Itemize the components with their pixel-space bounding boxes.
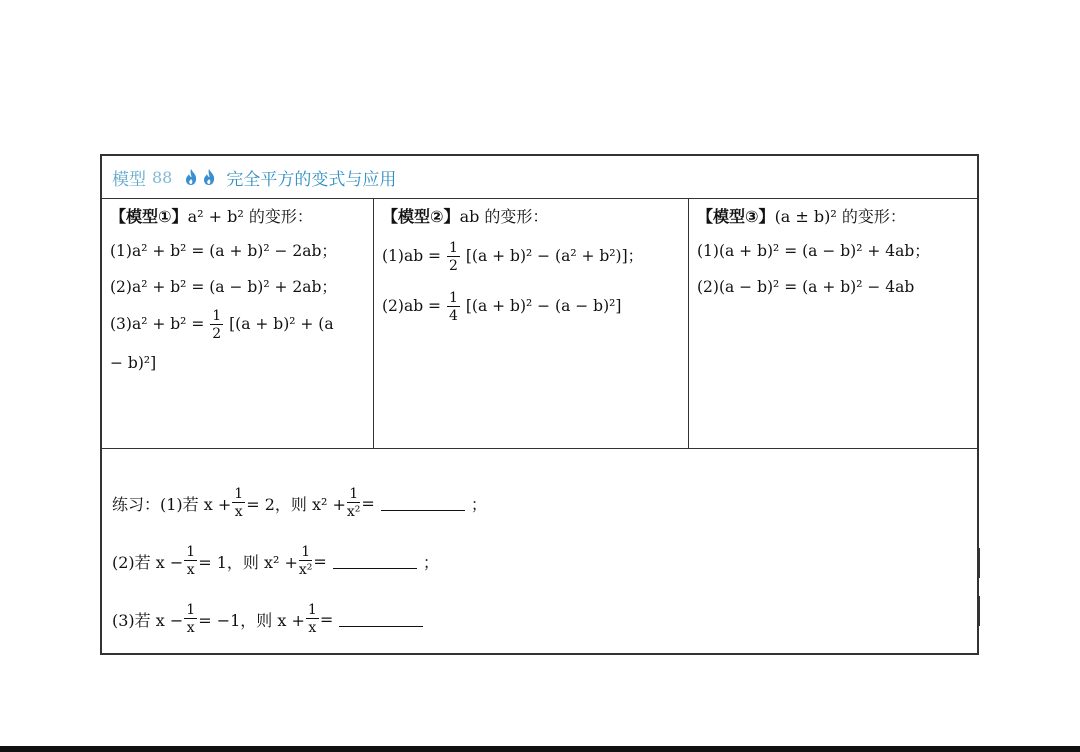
model-3-tag: 【模型③】 [697,207,775,226]
fraction [210,309,223,341]
fraction-denominator: x [234,504,243,520]
edge-mark [977,596,980,626]
fraction-numerator: 1 [347,487,361,503]
model-2-title: ab 的变形： [459,207,549,226]
model-1-heading [110,204,367,227]
model-1-column [102,198,374,448]
fraction [232,487,245,519]
bottom-bar [0,746,1080,752]
fraction-denominator: x [308,620,317,636]
formula-line: (2)a² + b² = (a − b)² + 2ab； [110,278,337,296]
answer-blank[interactable] [333,554,417,569]
formula-part: (2)ab = [382,297,442,315]
model-card [100,154,979,655]
model-2-heading [382,204,682,227]
fraction-denominator: 2 [212,326,222,342]
question-text: = 1，则 x² + [198,552,298,572]
fraction-denominator: 4 [448,308,458,324]
formula-line [382,241,682,273]
fraction-numerator: 1 [448,290,458,306]
section-divider [102,448,977,449]
fraction-numerator: 1 [299,545,313,561]
fraction-denominator: x² [298,562,313,578]
formula-part: (3)a² + b² = [110,315,205,333]
model-3-title: (a ± b)² 的变形： [774,207,906,226]
formula-line: (1)a² + b² = (a + b)² − 2ab； [110,242,337,260]
fraction [306,603,319,635]
practice-question-2 [112,532,967,590]
fraction [347,487,361,519]
fraction-denominator: x² [346,504,361,520]
fraction [447,241,460,273]
fraction [299,545,313,577]
fraction-numerator: 1 [186,544,196,560]
formula-part: [(a + b)² − (a² + b²)]； [465,247,644,265]
question-text: = [361,493,375,513]
fraction-numerator: 1 [234,486,244,502]
question-text: = [319,609,334,629]
question-text: = [313,551,327,571]
flame-icon [202,168,216,186]
practice-question-1 [112,474,967,532]
fraction-numerator: 1 [186,602,196,618]
model-2-tag: 【模型②】 [382,207,460,226]
question-text: = 2，则 x² + [246,494,346,514]
formula-line: (2)(a − b)² = (a + b)² − 4ab [697,278,915,296]
model-2-column [374,198,689,448]
formula-part: [(a + b)² − (a − b)²] [465,297,622,315]
card-title: 完全平方的变式与应用 [226,169,397,190]
question-text: (3)若 x − [112,610,184,630]
formula-line: − b)²] [110,354,157,372]
question-text: (2)若 x − [112,552,184,572]
model-1-title: a² + b² 的变形： [187,207,313,226]
answer-blank[interactable] [381,496,465,511]
fraction-denominator: 2 [448,258,458,274]
formula-line [382,291,682,323]
formula-line [110,309,367,341]
model-label: 模型 [112,169,146,190]
fraction-denominator: x [186,620,195,636]
fraction-numerator: 1 [448,240,458,256]
formula-part: (1)ab = [382,247,442,265]
flame-icon [184,168,198,186]
question-text: ； [470,494,487,514]
formula-line: (1)(a + b)² = (a − b)² + 4ab； [697,242,930,260]
question-text: = −1，则 x + [198,610,305,630]
model-number: 88 [152,167,173,187]
fraction [184,603,197,635]
question-text: 练习：(1)若 x + [112,494,232,514]
fraction-denominator: x [186,562,195,578]
edge-mark [977,548,980,578]
fraction-numerator: 1 [212,308,222,324]
fraction [447,291,460,323]
practice-section [112,474,967,648]
fraction [184,545,197,577]
practice-question-3 [112,590,967,648]
question-text: ； [422,552,439,572]
card-header [102,156,977,199]
model-3-column [689,198,977,448]
formula-part: [(a + b)² + (a [229,315,334,333]
model-1-tag: 【模型①】 [110,207,188,226]
fraction-numerator: 1 [307,602,317,618]
answer-blank[interactable] [339,612,423,627]
model-3-heading [697,204,971,227]
